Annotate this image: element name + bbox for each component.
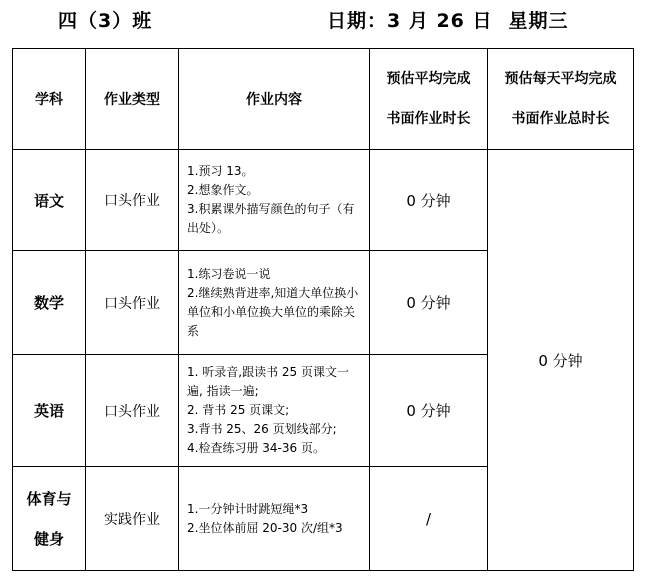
weekday-text: 星期三 bbox=[508, 10, 569, 32]
table-row-chinese bbox=[13, 150, 634, 251]
type-cell: 实践作业 bbox=[86, 467, 179, 571]
content-cell bbox=[179, 150, 370, 251]
content-cell bbox=[179, 467, 370, 571]
type-cell: 口头作业 bbox=[86, 251, 179, 355]
type-cell: 口头作业 bbox=[86, 150, 179, 251]
content-line: 4.检查练习册 34-36 页。 bbox=[187, 441, 325, 455]
content-line: 2.继续熟背进率,知道大单位换小单位和小单位换大单位的乘除关系 bbox=[187, 285, 359, 338]
homework-table bbox=[12, 48, 634, 571]
header-type: 作业类型 bbox=[86, 49, 179, 150]
table-header-row bbox=[13, 49, 634, 150]
subject-line1: 体育与 bbox=[26, 489, 72, 508]
time-cell: 0 分钟 bbox=[370, 355, 488, 467]
header-content: 作业内容 bbox=[179, 49, 370, 150]
content-line: 3.背书 25、26 页划线部分; bbox=[187, 422, 337, 436]
time-cell: 0 分钟 bbox=[370, 251, 488, 355]
header-avg-time bbox=[370, 49, 488, 150]
type-cell: 口头作业 bbox=[86, 355, 179, 467]
header-avg-time-line2: 书面作业时长 bbox=[386, 111, 471, 127]
subject-cell bbox=[13, 467, 86, 571]
header-daily-total-line2: 书面作业总时长 bbox=[511, 111, 610, 127]
content-line: 1.预习 13。 bbox=[187, 164, 254, 178]
subject-line2: 健身 bbox=[33, 529, 64, 548]
header-daily-total bbox=[488, 49, 634, 150]
content-cell bbox=[179, 251, 370, 355]
page-header bbox=[0, 4, 645, 38]
content-line: 2. 背书 25 页课文; bbox=[187, 403, 290, 417]
subject-cell: 英语 bbox=[13, 355, 86, 467]
time-cell: 0 分钟 bbox=[370, 150, 488, 251]
header-subject: 学科 bbox=[13, 49, 86, 150]
content-line: 1.一分钟计时跳短绳*3 bbox=[187, 501, 309, 516]
content-line: 3.积累课外描写颜色的句子（有出处）。 bbox=[187, 202, 355, 235]
class-name: 四（3）班 bbox=[58, 10, 153, 32]
content-line: 2.想象作文。 bbox=[187, 183, 259, 197]
content-line: 2.坐位体前屈 20-30 次/组*3 bbox=[187, 520, 343, 535]
date-text: 日期：3 月 26 日 bbox=[327, 10, 493, 32]
content-line: 1. 听录音,跟读书 25 页课文一遍, 指读一遍; bbox=[187, 365, 349, 398]
header-daily-total-line1: 预估每天平均完成 bbox=[504, 71, 617, 87]
date-line bbox=[327, 6, 569, 33]
time-cell: / bbox=[370, 467, 488, 571]
subject-cell: 数学 bbox=[13, 251, 86, 355]
subject-cell: 语文 bbox=[13, 150, 86, 251]
content-line: 1.练习卷说一说 bbox=[187, 266, 271, 281]
header-avg-time-line1: 预估平均完成 bbox=[386, 71, 471, 87]
daily-total-cell: 0 分钟 bbox=[488, 150, 634, 571]
content-cell bbox=[179, 355, 370, 467]
